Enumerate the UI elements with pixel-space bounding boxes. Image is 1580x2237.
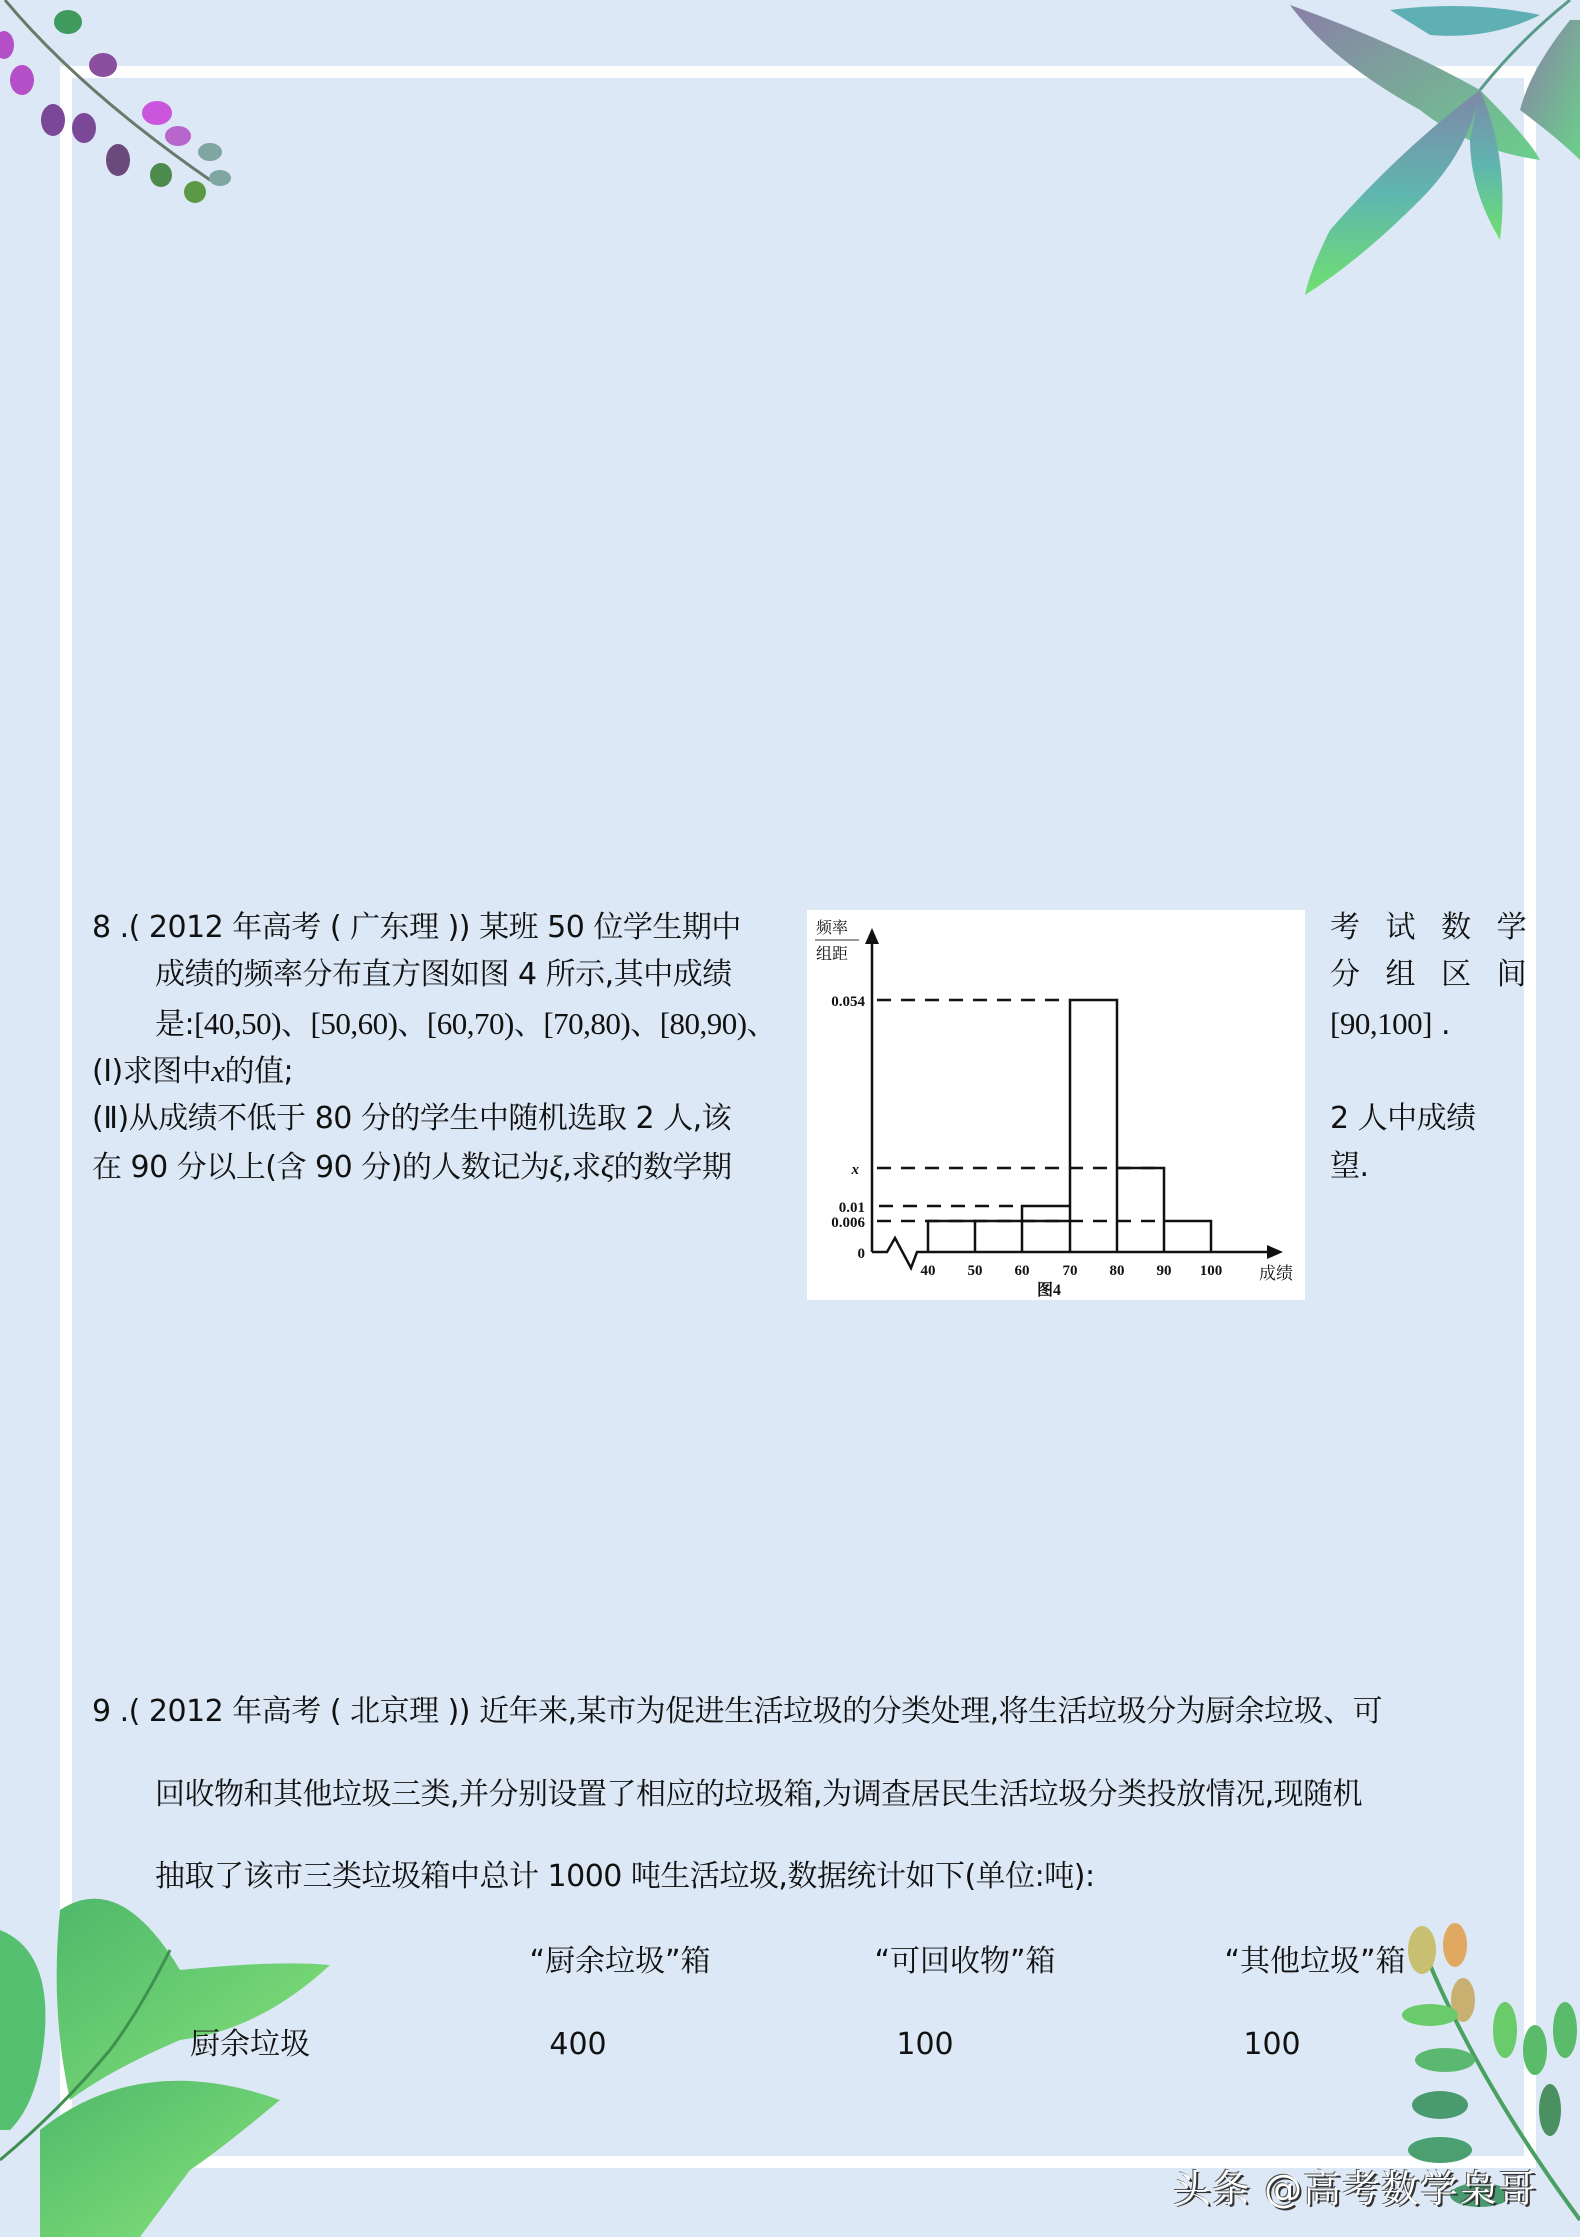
problem-text: 某班 50 位学生期中	[479, 910, 741, 945]
text-prefix: 是:	[155, 1007, 195, 1042]
x-tick-100: 100	[1199, 1263, 1223, 1279]
problem-8-part-2-line-2	[92, 1143, 732, 1192]
histogram-chart	[807, 910, 1305, 1300]
text: ,求	[562, 1150, 601, 1185]
problem-8-part-2-line-1: (Ⅱ)从成绩不低于 80 分的学生中随机选取 2 人,该	[92, 1101, 732, 1136]
interval: [80,90)	[659, 1006, 747, 1041]
text: 的数学期	[613, 1150, 732, 1185]
problem-source: ( 2012 年高考 ( 北京理 ))	[128, 1694, 471, 1729]
problem-8-right-1: 考 试 数 学	[1330, 910, 1535, 945]
period: .	[1440, 1007, 1450, 1042]
problem-8-part-1	[92, 1047, 293, 1096]
interval: [40,50)	[194, 1006, 282, 1041]
problem-8-right-3	[1330, 1000, 1450, 1049]
x-tick-70: 70	[1062, 1263, 1078, 1279]
problem-8-right-2: 分 组 区 间	[1330, 957, 1535, 992]
x-tick-90: 90	[1156, 1263, 1172, 1279]
text: (Ⅰ)求图中	[92, 1054, 212, 1089]
problem-number: 9 .	[92, 1694, 129, 1729]
problem-source: ( 2012 年高考 ( 广东理 ))	[128, 910, 471, 945]
y-tick-0-006: 0.006	[831, 1215, 865, 1231]
table-header-recyclable-bin: “可回收物”箱	[874, 1944, 1056, 1979]
y-tick-x: x	[851, 1162, 859, 1178]
separator: 、	[513, 1007, 544, 1042]
table-row-label: 厨余垃圾	[190, 2027, 310, 2062]
problem-8-right-5: 望.	[1330, 1149, 1369, 1184]
problem-text: 近年来,某市为促进生活垃圾的分类处理,将生活垃圾分为厨余垃圾、可	[479, 1694, 1383, 1729]
math-variable: x	[211, 1053, 225, 1088]
problem-8-line-1	[92, 904, 741, 952]
problem-9-line-2: 回收物和其他垃圾三类,并分别设置了相应的垃圾箱,为调查居民生活垃圾分类投放情况,现随机	[155, 1777, 1363, 1812]
y-label-denominator: 组距	[816, 946, 849, 963]
leaf-decoration-top-right-icon	[1270, 0, 1580, 310]
table-header-kitchen-bin: “厨余垃圾”箱	[529, 1944, 711, 1979]
problem-8-line-2: 成绩的频率分布直方图如图 4 所示,其中成绩	[155, 957, 732, 992]
interval: [70,80)	[543, 1006, 631, 1041]
x-tick-60: 60	[1014, 1263, 1030, 1279]
figure-caption: 图4	[1037, 1282, 1062, 1299]
x-tick-80: 80	[1109, 1263, 1125, 1279]
x-tick-40: 40	[920, 1263, 936, 1279]
y-tick-0: 0	[857, 1246, 865, 1262]
text: 在 90 分以上(含 90 分)的人数记为	[92, 1150, 550, 1185]
x-axis-label: 成绩	[1259, 1264, 1293, 1283]
problem-9-line-3: 抽取了该市三类垃圾箱中总计 1000 吨生活垃圾,数据统计如下(单位:吨):	[155, 1859, 1095, 1894]
watermark: 头条 @高考数学枭哥	[1173, 2167, 1538, 2211]
problem-8-line-3	[155, 1000, 776, 1049]
y-tick-0-054: 0.054	[831, 994, 865, 1010]
table-cell: 100	[1243, 2027, 1301, 2062]
table-cell: 100	[896, 2027, 954, 2062]
interval: [90,100]	[1330, 1006, 1432, 1041]
problem-9-line-1	[92, 1688, 1382, 1736]
table-header-other-bin: “其他垃圾”箱	[1224, 1944, 1406, 1979]
interval: [60,70)	[426, 1006, 514, 1041]
separator: 、	[281, 1007, 311, 1042]
math-variable: ξ	[549, 1149, 563, 1184]
histogram-figure	[807, 910, 1305, 1300]
separator: 、	[746, 1007, 777, 1042]
separator: 、	[397, 1007, 427, 1042]
x-tick-50: 50	[967, 1263, 983, 1279]
interval: [50,60)	[310, 1006, 398, 1041]
separator: 、	[630, 1007, 660, 1042]
text: 的值;	[224, 1054, 294, 1089]
berry-branch-decoration-icon	[0, 0, 240, 210]
y-label-numerator: 频率	[816, 920, 849, 937]
math-variable: ξ	[600, 1149, 614, 1184]
problem-number: 8 .	[92, 910, 129, 945]
table-cell: 400	[549, 2027, 607, 2062]
problem-8-right-4: 2 人中成绩	[1330, 1101, 1476, 1136]
y-tick-0-01: 0.01	[838, 1200, 865, 1216]
